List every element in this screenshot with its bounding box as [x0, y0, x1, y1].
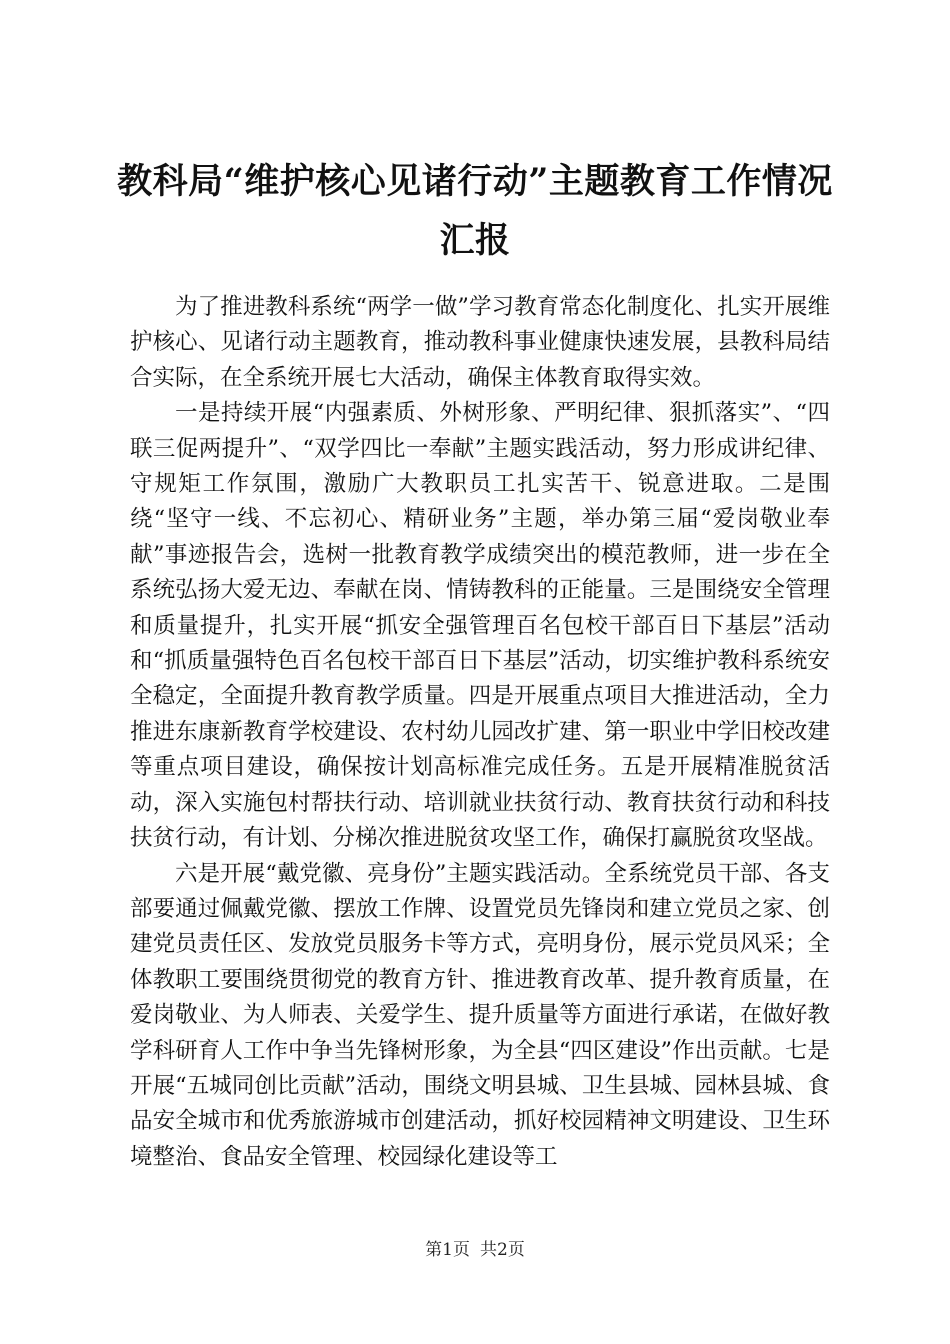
paragraph-activities-one-to-five: 一是持续开展“内强素质、外树形象、严明纪律、狠抓落实”、“四联三促两提升”、“双学四比一奉献”主题实践活动，努力形成讲纪律、守规矩工作氛围，激励广大教职员工扎实苦干、锐意进取。二是围绕“坚守一线、不忘初心、精研业务”主题，举办第三届“爱岗敬业奉献”事迹报告会，选树一批教育教学成绩突出的模范教师，进一步在全系统弘扬大爱无边、奉献在岗、情铸教科的正能量。三是围绕安全管理和质量提升，扎实开展“抓安全强管理百名包校干部百日下基层”活动和“抓质量强特色百名包校干部百日下基层”活动，切实维护教科系统安全稳定，全面提升教育教学质量。四是开展重点项目大推进活动，全力推进东康新教育学校建设、农村幼儿园改扩建、第一职业中学旧校改建等重点项目建设，确保按计划高标准完成任务。五是开展精准脱贫活动，深入实施包村帮扶行动、培训就业扶贫行动、教育扶贫行动和科技扶贫行动，有计划、分梯次推进脱贫攻坚工作，确保打赢脱贫攻坚战。 [130, 400, 830, 852]
paragraph-activities-six-seven: 六是开展“戴党徽、亮身份”主题实践活动。全系统党员干部、各支部要通过佩戴党徽、摆放工作牌、设置党员先锋岗和建立党员之家、创建党员责任区、发放党员服务卡等方式，亮明身份，展示党员风采；全体教职工要围绕贯彻党的教育方针、推进教育改革、提升教育质量，在爱岗敬业、为人师表、关爱学生、提升质量等方面进行承诺，在做好教学科研育人工作中争当先锋树形象，为全县“四区建设”作出贡献。七是开展“五城同创比贡献”活动，围绕文明县城、卫生县城、园林县城、食品安全城市和优秀旅游城市创建活动，抓好校园精神文明建设、卫生环境整治、食品安全管理、校园绿化建设等工 [130, 860, 830, 1170]
page-footer [0, 1238, 950, 1262]
document-title: 教科局“维护核心见诸行动”主题教育工作情况汇报 [117, 161, 833, 261]
page-number-total: 共2页 [480, 1240, 525, 1260]
page-number-current: 第1页 [425, 1240, 470, 1260]
paragraph-intro: 为了推进教科系统“两学一做”学习教育常态化制度化、扎实开展维护核心、见诸行动主题教育，推动教科事业健康快速发展，县教科局结合实际，在全系统开展七大活动，确保主体教育取得实效。 [130, 294, 830, 391]
document-body [130, 290, 830, 1175]
